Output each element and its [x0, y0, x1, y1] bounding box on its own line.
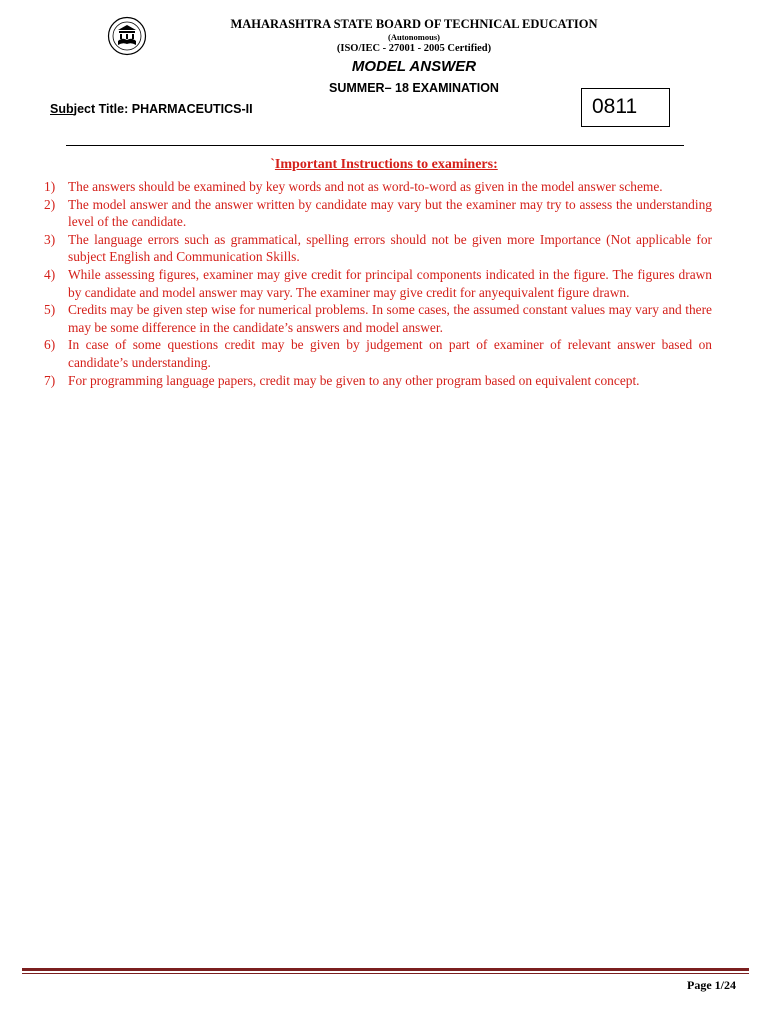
item-text: The answers should be examined by key words and not as word-to-word as given in the model answer scheme.	[68, 179, 663, 194]
instructions-title-text: Important Instructions to examiners:	[274, 157, 498, 172]
item-number: 7)	[44, 372, 56, 388]
list-item	[44, 336, 712, 371]
subject-title	[50, 102, 253, 116]
item-number: 2)	[44, 196, 56, 212]
list-item	[44, 231, 712, 266]
item-number: 1)	[44, 179, 56, 194]
list-item	[44, 266, 712, 301]
board-name: MAHARASHTRA STATE BOARD OF TECHNICAL EDUCATION	[230, 17, 598, 31]
list-item	[44, 178, 712, 196]
header-divider	[66, 145, 684, 146]
item-number: 4)	[44, 266, 56, 282]
item-number: 3)	[44, 231, 56, 247]
footer-rule-thin	[22, 973, 749, 974]
item-text: In case of some questions credit may be given by judgement on part of examiner of relevant answer based on candidate’s understanding.	[68, 337, 712, 370]
page-number: Page 1/24	[687, 978, 736, 992]
list-item	[44, 301, 712, 336]
subject-code-box: 0811	[581, 88, 670, 127]
instructions-title-prefix: `	[270, 157, 275, 172]
item-text: For programming language papers, credit may be given to any other program based on equivalent concept.	[68, 372, 640, 388]
item-number: 5)	[44, 302, 56, 318]
list-item	[44, 372, 712, 390]
subject-label-rest: ject Title: PHARMACEUTICS-II	[73, 102, 253, 116]
list-item	[44, 196, 712, 231]
model-answer-title: MODEL ANSWER	[351, 58, 477, 75]
item-number: 6)	[44, 337, 56, 353]
footer-rule-thick	[22, 968, 749, 971]
exam-title: SUMMER– 18 EXAMINATION	[329, 81, 499, 95]
item-text: The model answer and the answer written by candidate may vary but the examiner may try to assess the understanding level of the candidate.	[68, 196, 712, 230]
iso-certification: (ISO/IEC - 27001 - 2005 Certified)	[336, 43, 492, 54]
item-text: The language errors such as grammatical, spelling errors should not be given more Importance (Not applicable for subject English and Communication Skills.	[68, 231, 712, 265]
item-text: Credits may be given step wise for numerical problems. In some cases, the assumed constant values may vary and there may be some difference in the candidate’s answers and model answer.	[68, 302, 712, 335]
subject-label-underlined: Sub	[50, 102, 74, 116]
autonomous-label: (Autonomous)	[388, 32, 440, 42]
instructions-title	[0, 157, 768, 173]
instructions-list	[44, 178, 712, 389]
item-text: While assessing figures, examiner may give credit for principal components indicated in the figure. The figures drawn by candidate and model answer may vary. The examiner may give credit for anyequivalent figure drawn.	[68, 266, 712, 300]
